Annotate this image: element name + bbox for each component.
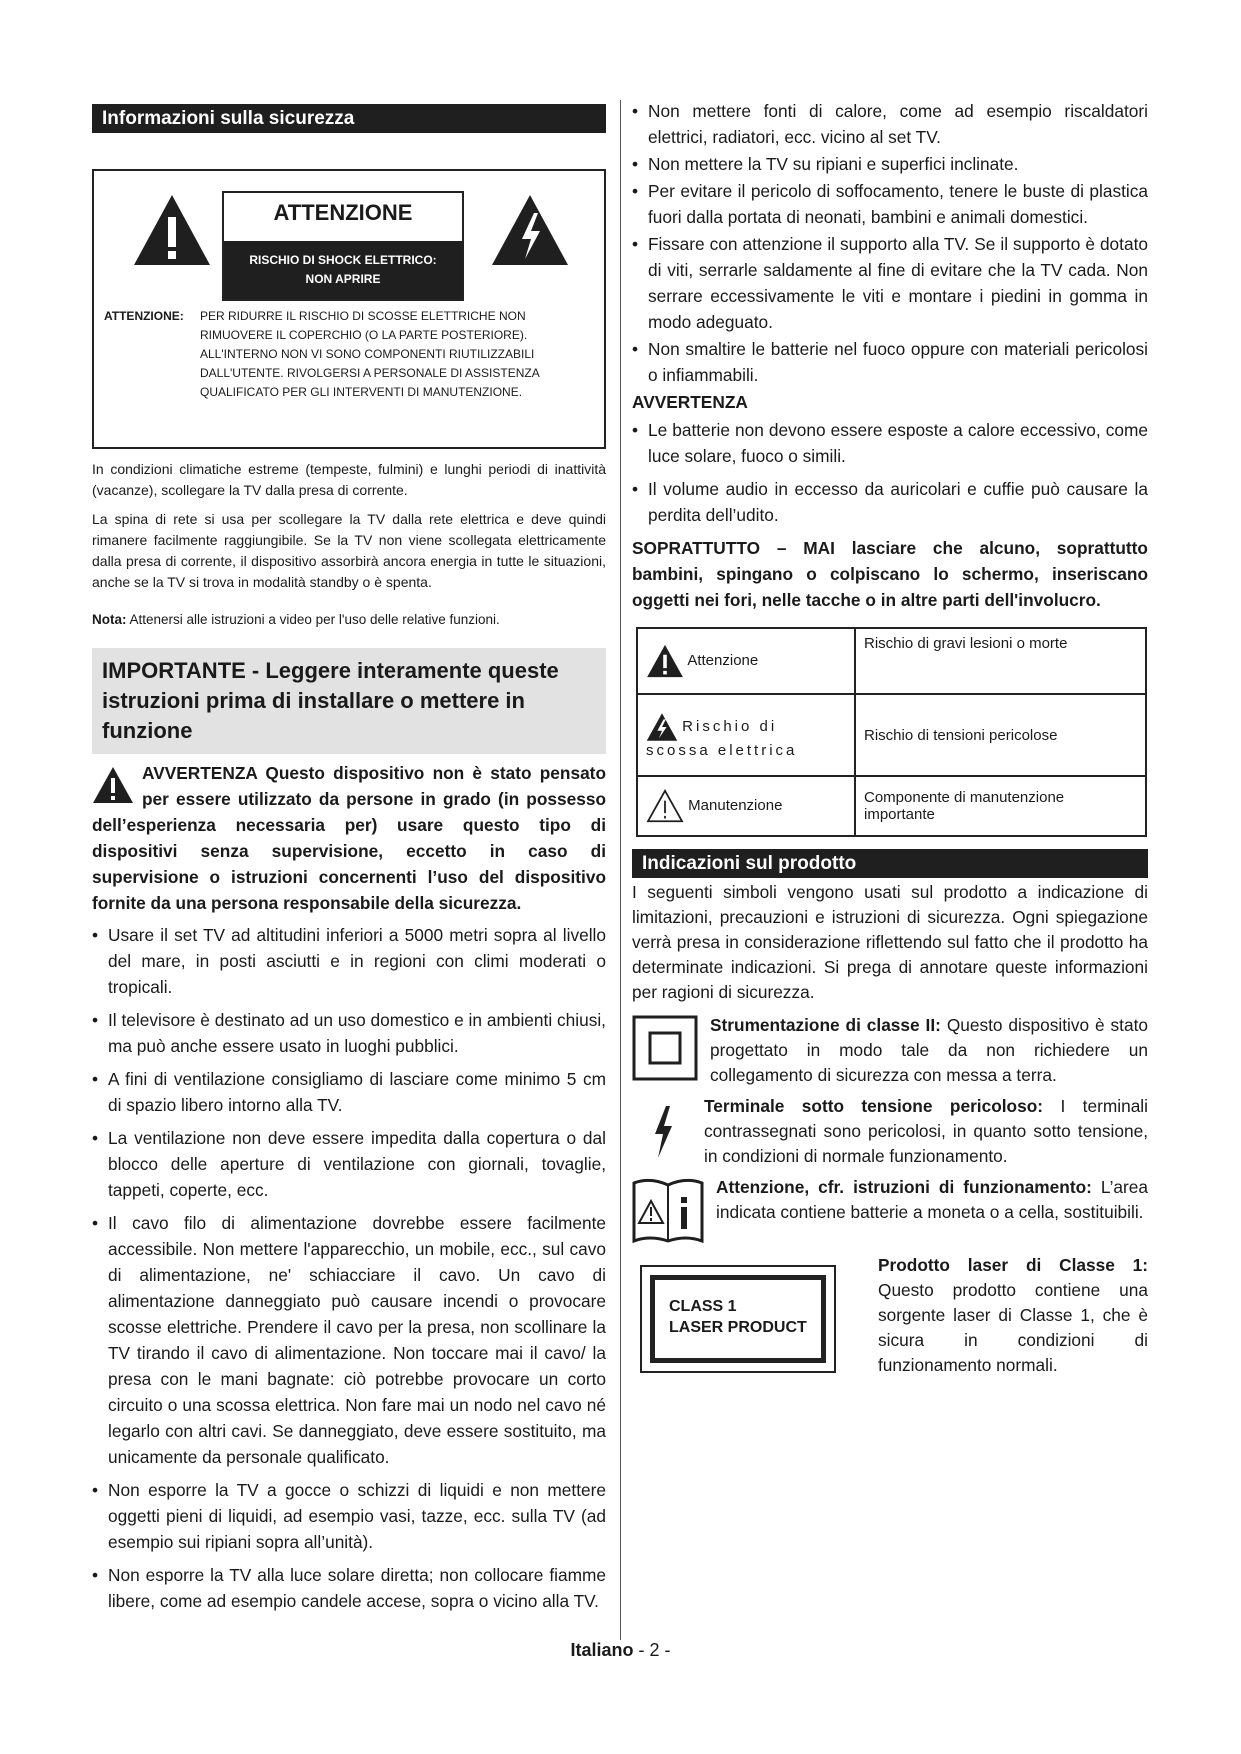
paragraph-climate: In condizioni climatiche estreme (tempeste, fulmini) e lunghi periodi di inattività (vacanze), scollegare la TV dalla presa di corrente.	[92, 461, 606, 498]
list-item: • A fini di ventilazione consigliamo di lasciare come minimo 5 cm di spazio libero intorno alla TV.	[92, 1066, 606, 1118]
caution-line: DALL'UTENTE. RIVOLGERSI A PERSONALE DI ASSISTENZA	[200, 366, 540, 380]
symbol-meaning: Rischio di tensioni pericolose	[855, 694, 1146, 776]
list-item: • Per evitare il pericolo di soffocamento, tenere le buste di plastica fuori dalla portata di neonati, bambini e animali domestici.	[632, 178, 1148, 230]
attenzione-box	[222, 191, 464, 301]
section-title-product: Indicazioni sul prodotto	[632, 849, 1148, 878]
caution-line: PER RIDURRE IL RISCHIO DI SCOSSE ELETTRICHE NON	[200, 309, 526, 323]
safety-bullet-list	[92, 922, 606, 1614]
list-item: • Non smaltire le batterie nel fuoco oppure con materiali pericolosi o infiammabili.	[632, 336, 1148, 388]
list-item: • Non esporre la TV alla luce solare diretta; non collocare fiamme libere, come ad esempio candele accese, sopra o vicino alla TV.	[92, 1562, 606, 1614]
list-item: • Il televisore è destinato ad un uso domestico e in ambienti chiusi, ma può anche essere usato in luoghi pubblici.	[92, 1007, 606, 1059]
symbol-title: Strumentazione di classe II:	[710, 1015, 941, 1035]
laser-description	[878, 1253, 1148, 1378]
symbol-table	[636, 627, 1147, 837]
note-text: Attenersi alle istruzioni a video per l'uso delle relative funzioni.	[129, 612, 500, 627]
list-item: • La ventilazione non deve essere impedita dalla copertura o dal blocco delle aperture di ventilazione con giornali, tovaglie, tappeti, coperte, ecc.	[92, 1125, 606, 1203]
attenzione-title: ATTENZIONE	[273, 200, 413, 225]
table-row	[637, 694, 1146, 776]
section-title-safety: Informazioni sulla sicurezza	[92, 104, 606, 133]
symbol-title: Terminale sotto tensione pericoloso:	[704, 1096, 1044, 1116]
list-item: • Il volume audio in eccesso da auricolari e cuffie può causare la perdita dell’udito.	[632, 476, 1148, 528]
warning-triangle-icon	[132, 193, 212, 267]
attenzione-subtitle	[224, 241, 462, 299]
avvertenza-intro-text: AVVERTENZA Questo dispositivo non è stato pensato per essere utilizzato da persone in grado (in possesso dell’esperienza necessaria per) usare questo tipo di dispositivi senza supervisione, eccetto in caso di supervisione o istruzioni concernenti l’uso del dispositivo fornite da una persona responsabile della sicurezza.	[92, 763, 606, 913]
note-label: Nota:	[92, 612, 127, 627]
attenzione-sub-line1: RISCHIO DI SHOCK ELETTRICO:	[249, 253, 437, 267]
note	[92, 609, 606, 630]
caution-line: RIMUOVERE IL COPERCHIO (O LA PARTE POSTERIORE).	[200, 328, 528, 342]
caution-text	[104, 307, 604, 402]
symbol-text: I terminali contrassegnati sono pericolosi, in quanto sotto tensione, in condizioni di normale funzionamento.	[704, 1096, 1148, 1166]
avvertenza-heading: AVVERTENZA	[632, 392, 748, 412]
table-cell	[637, 694, 855, 776]
list-item: • Non esporre la TV a gocce o schizzi di liquidi e non mettere oggetti pieni di liquidi, ad esempio vasi, tazze, ecc. sulla TV (ad esempio sui ripiani sopra all’unità).	[92, 1477, 606, 1555]
avvertenza-bullet-list	[632, 417, 1148, 528]
column-divider	[620, 100, 621, 1640]
laser-text: Questo prodotto contiene una sorgente laser di Classe 1, che è sicura in condizioni di funzionamento normali.	[878, 1280, 1148, 1375]
list-item: • Usare il set TV ad altitudini inferiori a 5000 metri sopra al livello del mare, in posti asciutti e in regioni con climi moderati o tropicali.	[92, 922, 606, 1000]
list-item: • Il cavo filo di alimentazione dovrebbe essere facilmente accessibile. Non mettere l'apparecchio, un mobile, ecc., sul cavo di alimentazione, ne' schiacciare il cavo. Un cavo di alimentazione danneggiato può causare incendi o provocare scosse elettriche. Prendere il cavo per la presa, non scollinare la TV tirando il cavo di alimentazione. Non toccare mai il cavo/ la presa con le mani bagnate: ciò potrebbe provocare un corto circuito o una scossa elettrica. Non fare mai un nodo nel cavo né legarlo con altri cavi. Se danneggiato, deve essere sostituito, ma unicamente da personale qualificato.	[92, 1210, 606, 1470]
symbol-label: Manutenzione	[688, 796, 783, 814]
right-column	[632, 98, 1148, 1393]
electric-shock-triangle-icon	[646, 712, 678, 742]
class1-laser-label-inner	[650, 1275, 826, 1363]
symbol-text: Questo dispositivo è stato progettato in modo tale da non richiedere un collegamento di sicurezza con messa a terra.	[710, 1015, 1148, 1085]
list-item: • Non mettere la TV su ripiani e superfici inclinate.	[632, 151, 1148, 177]
paragraph-mains-plug: La spina di rete si usa per scollegare la TV dalla rete elettrica e deve quindi rimanere facilmente raggiungibile. Se la TV non viene scollegata elettricamente dalla presa di corrente, il dispositivo assorbirà ancora energia in tutte le situazioni, anche se la TV si trova in modalità standby o è spenta.	[92, 511, 606, 590]
table-row	[637, 776, 1146, 836]
symbol-class-ii	[632, 1013, 1148, 1088]
lightning-bolt-icon	[652, 1106, 674, 1158]
attenzione-sub-line2: NON APRIRE	[305, 272, 381, 286]
table-row	[637, 628, 1146, 694]
class1-laser-label	[640, 1265, 836, 1373]
symbol-live-terminal	[632, 1094, 1148, 1169]
soprattutto-warning: SOPRATTUTTO – MAI lasciare che alcuno, soprattutto bambini, spingano o colpiscano lo schermo, inseriscano oggetti nei fori, nelle tacche o in altre parti dell'involucro.	[632, 538, 1148, 610]
laser-label-line2: LASER PRODUCT	[669, 1319, 807, 1336]
warning-label-box	[92, 169, 606, 449]
caution-prefix: ATTENZIONE:	[104, 309, 184, 323]
symbol-title: Attenzione, cfr. istruzioni di funzionamento:	[716, 1177, 1092, 1197]
product-intro: I seguenti simboli vengono usati sul prodotto a indicazione di limitazioni, precauzioni e istruzioni di sicurezza. Ogni spiegazione verrà presa in considerazione riflettendo sul fatto che il prodotto ha determinate indicazioni. Si prega di annotare queste informazioni per ragioni di sicurezza.	[632, 882, 1148, 1002]
symbol-meaning: Componente di manutenzione importante	[855, 776, 1146, 836]
caution-line: ALL'INTERNO NON VI SONO COMPONENTI RIUTILIZZABILI	[200, 347, 535, 361]
symbol-meaning: Rischio di gravi lesioni o morte	[855, 628, 1146, 694]
footer-page-number: - 2 -	[638, 1640, 671, 1660]
important-heading: IMPORTANTE - Leggere interamente queste istruzioni prima di installare o mettere in funzione	[92, 648, 606, 754]
symbol-label: Attenzione	[687, 651, 759, 669]
electric-shock-triangle-icon	[490, 193, 570, 267]
footer-language: Italiano	[570, 1640, 634, 1660]
laser-section	[632, 1253, 1148, 1393]
symbol-text: L’area indicata contiene batterie a moneta o a cella, sostituibili.	[716, 1177, 1148, 1222]
caution-outline-triangle-icon	[646, 789, 684, 823]
list-item: • Non mettere fonti di calore, come ad esempio riscaldatori elettrici, radiatori, ecc. vicino al set TV.	[632, 98, 1148, 150]
list-item: • Fissare con attenzione il supporto alla TV. Se il supporto è dotato di viti, serrarle saldamente al fine di evitare che la TV cada. Non serrare eccessivamente le viti e montare i piedini in gomma in modo adeguato.	[632, 231, 1148, 335]
right-bullet-list	[632, 98, 1148, 388]
laser-label-line1: CLASS 1	[669, 1298, 737, 1315]
list-item: • Le batterie non devono essere esposte a calore eccessivo, come luce solare, fuoco o simili.	[632, 417, 1148, 469]
book-info-icon	[632, 1177, 704, 1243]
symbol-operating-instructions	[632, 1175, 1148, 1247]
left-column	[92, 104, 606, 1621]
table-cell	[637, 628, 855, 694]
table-cell	[637, 776, 855, 836]
page-footer	[0, 1640, 1241, 1661]
warning-triangle-icon	[92, 766, 134, 804]
warning-triangle-icon	[646, 644, 684, 678]
symbol-label: Rischio di scossa elettrica	[646, 717, 798, 759]
avvertenza-intro	[92, 760, 606, 916]
double-square-icon	[632, 1015, 698, 1081]
laser-title: Prodotto laser di Classe 1:	[878, 1255, 1148, 1275]
caution-line: QUALIFICATO PER GLI INTERVENTI DI MANUTENZIONE.	[200, 385, 523, 399]
